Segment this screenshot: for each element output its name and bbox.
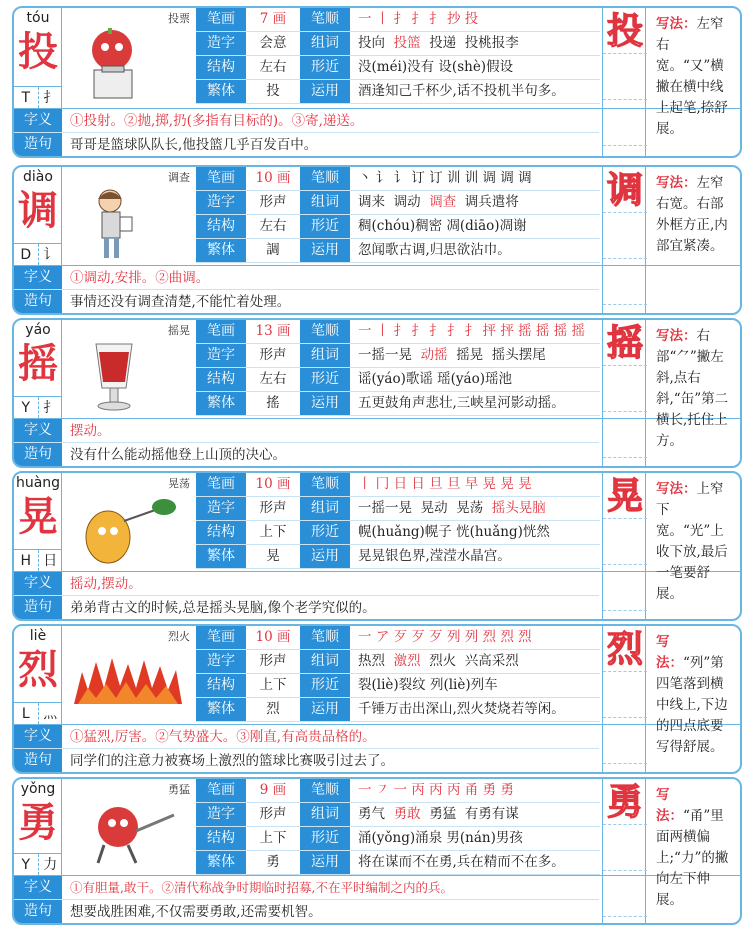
info-grid [196,320,600,418]
usage: 酒逢知己千杯少,话不投机半句多。 [358,83,565,99]
label-formation: 造字 [196,191,246,214]
label-usage: 运用 [300,392,350,415]
label-words: 组词 [300,650,350,673]
words: 投向 投篮 投递 投桃报李 [358,35,519,51]
index-box [14,549,62,571]
tip-label: 写法： [656,634,683,671]
writing-tip [648,626,740,772]
label-order: 笔顺 [300,626,350,649]
pinyin: liè [29,628,47,644]
label-meaning: 字义 [14,266,62,289]
label-sentence: 造句 [14,443,62,466]
info-grid [196,779,600,875]
index-letter: Y [14,854,39,875]
label-structure: 结构 [196,368,246,391]
structure: 左右 [259,218,287,234]
illustration-caption: 投票 [168,12,190,25]
formation: 形声 [259,194,287,210]
stroke-order: 丶 讠 讠 订 订 训 训 调 调 调 [358,170,532,186]
main-character: 烈 [18,646,58,693]
formation: 形声 [259,653,287,669]
writing-tip [648,779,740,923]
label-structure: 结构 [196,215,246,238]
illustration [64,8,196,108]
words: 调来 调动 调查 调兵遣将 [358,194,519,210]
main-character: 调 [18,187,58,234]
formation: 会意 [259,35,287,51]
label-words: 组词 [300,803,350,826]
index-letter: Y [14,397,39,418]
label-structure: 结构 [196,827,246,850]
label-traditional: 繁体 [196,239,246,262]
label-structure: 结构 [196,56,246,79]
info-grid [196,473,600,571]
card-yao [12,318,742,468]
example-sentence: 弟弟背古文的时候,总是摇头晃脑,像个老学究似的。 [70,600,376,616]
label-traditional: 繁体 [196,545,246,568]
label-strokes: 笔画 [196,167,246,190]
index-box [14,853,62,875]
apple-vote-illustration [74,26,154,104]
traditional: 勇 [266,854,280,870]
index-letter: H [14,550,39,571]
label-usage: 运用 [300,545,350,568]
label-usage: 运用 [300,851,350,874]
usage: 千锤万击出深山,烈火焚烧若等闲。 [358,701,565,717]
label-similar: 形近 [300,368,350,391]
formation: 形声 [259,806,287,822]
meaning: ①猛烈,厉害。②气势盛大。③刚直,有高贵品格的。 [70,729,376,745]
stroke-count: 7 画 [259,11,287,27]
illustration [64,320,196,418]
traditional: 調 [266,242,280,258]
words: 一摇一晃 晃动 晃荡 摇头晃脑 [358,500,546,516]
tip-label: 写法： [656,328,697,344]
stroke-count: 10 画 [255,629,291,645]
tracing-char: 烈 [606,628,643,670]
label-meaning: 字义 [14,109,62,132]
similar-chars: 稠(chóu)稠密 凋(diāo)凋谢 [358,218,527,234]
tip-text: “甬”里面两横偏上;“力”的撇向左下伸展。 [656,808,729,908]
label-similar: 形近 [300,215,350,238]
radical: 扌 [43,90,58,106]
tracing-column [602,8,646,156]
radical: 扌 [43,400,58,416]
pinyin: yǒng [20,781,56,797]
stroke-order: 一 丨 扌 扌 扌 抄 投 [358,11,479,27]
stroke-count: 10 画 [255,170,291,186]
label-order: 笔顺 [300,779,350,802]
index-box [14,396,62,418]
radical: 日 [43,553,58,569]
meaning: ①调动,安排。②曲调。 [70,270,210,286]
usage: 晃晃银色界,滢滢水晶宫。 [358,548,511,564]
similar-chars: 幌(huǎng)幌子 恍(huǎng)恍然 [358,524,550,540]
label-meaning: 字义 [14,419,62,442]
char-column [14,779,62,875]
char-column [14,320,62,418]
tracing-char: 勇 [606,781,643,823]
pinyin: huàng [15,475,61,491]
label-sentence: 造句 [14,900,62,923]
stroke-count: 10 画 [255,476,291,492]
tracing-char: 晃 [606,475,643,517]
label-strokes: 笔画 [196,320,246,343]
label-formation: 造字 [196,32,246,55]
usage: 五更鼓角声悲壮,三峡星河影动摇。 [358,395,565,411]
label-sentence: 造句 [14,749,62,772]
tip-label: 写法： [656,16,697,32]
char-column [14,167,62,265]
card-yong [12,777,742,925]
tip-label: 写法： [656,175,697,191]
label-sentence: 造句 [14,290,62,313]
tracing-column [602,473,646,619]
illustration-caption: 烈火 [168,630,190,643]
label-formation: 造字 [196,497,246,520]
label-sentence: 造句 [14,133,62,156]
example-sentence: 同学们的注意力被赛场上激烈的篮球比赛吸引过去了。 [70,753,394,769]
tip-text: 左窄右宽。右部外框方正,内部宜紧凑。 [656,175,728,254]
info-grid [196,8,600,108]
stroke-count: 13 画 [255,323,291,339]
label-order: 笔顺 [300,473,350,496]
main-character: 晃 [18,493,58,540]
label-order: 笔顺 [300,320,350,343]
meaning: 摆动。 [70,423,111,439]
tip-text: 右部“⺈”撇左斜,点右斜,“缶”第二横长,托住上方。 [656,328,729,449]
label-structure: 结构 [196,521,246,544]
tip-label: 写法： [656,787,683,824]
usage: 将在谋而不在勇,兵在精而不在多。 [358,854,565,870]
tip-text: 左窄右宽。“又”横撇在横中线上起笔,捺舒展。 [656,16,728,137]
label-strokes: 笔画 [196,779,246,802]
structure: 左右 [259,59,287,75]
label-order: 笔顺 [300,8,350,31]
label-similar: 形近 [300,521,350,544]
formation: 形声 [259,347,287,363]
info-grid [196,626,600,724]
similar-chars: 裂(liè)裂纹 列(liè)列车 [358,677,498,693]
radical: 灬 [43,706,58,722]
stroke-count: 9 画 [259,782,287,798]
traditional: 搖 [266,395,280,411]
index-letter: L [14,703,39,724]
label-strokes: 笔画 [196,626,246,649]
pinyin: tóu [26,10,50,26]
tracing-column [602,779,646,923]
tip-label: 写法： [656,481,697,497]
stroke-order: 一 ア 歹 歹 歹 列 列 烈 烈 烈 [358,629,532,645]
index-box [14,702,62,724]
traditional: 投 [266,83,280,99]
index-box [14,243,62,265]
structure: 上下 [259,830,287,846]
writing-tip [648,320,740,466]
example-sentence: 没有什么能动摇他登上山顶的决心。 [70,447,286,463]
label-similar: 形近 [300,827,350,850]
label-words: 组词 [300,497,350,520]
label-formation: 造字 [196,803,246,826]
meaning: 摇动,摆动。 [70,576,142,592]
structure: 上下 [259,677,287,693]
usage: 忽闻歌古调,归思欲沾巾。 [358,242,511,258]
label-similar: 形近 [300,674,350,697]
illustration-caption: 摇晃 [168,324,190,337]
label-similar: 形近 [300,56,350,79]
label-meaning: 字义 [14,572,62,595]
fire-illustration [74,644,186,722]
label-strokes: 笔画 [196,473,246,496]
label-sentence: 造句 [14,596,62,619]
girl-investigate-illustration [74,185,154,263]
writing-tip [648,473,740,619]
label-words: 组词 [300,191,350,214]
example-sentence: 想要战胜困难,不仅需要勇敢,还需要机智。 [70,904,322,920]
pinyin: diào [23,169,53,185]
char-column [14,626,62,724]
card-tou [12,6,742,158]
main-character: 投 [18,28,58,75]
structure: 上下 [259,524,287,540]
label-traditional: 繁体 [196,851,246,874]
label-structure: 结构 [196,674,246,697]
tracing-char: 调 [606,169,643,211]
traditional: 晃 [266,548,280,564]
char-column [14,473,62,571]
tracing-column [602,626,646,772]
label-traditional: 繁体 [196,80,246,103]
tracing-char: 投 [606,10,643,52]
similar-chars: 谣(yáo)歌谣 瑶(yáo)瑶池 [358,371,512,387]
label-words: 组词 [300,344,350,367]
label-usage: 运用 [300,80,350,103]
card-huang [12,471,742,621]
writing-tip [648,8,740,156]
meaning: ①投射。②抛,掷,扔(多指有目标的)。③寄,递送。 [70,113,364,129]
radical: 讠 [43,247,58,263]
tip-text: “列”第四笔落到横中线上,下边的四点底要写得舒展。 [656,655,728,755]
label-strokes: 笔画 [196,8,246,31]
words: 热烈 激烈 烈火 兴高采烈 [358,653,519,669]
similar-chars: 没(méi)没有 设(shè)假设 [358,59,514,75]
tracing-column [602,320,646,466]
illustration-caption: 晃荡 [168,477,190,490]
label-meaning: 字义 [14,876,62,899]
illustration [64,473,196,571]
label-traditional: 繁体 [196,698,246,721]
card-diao [12,165,742,315]
brave-apple-illustration [74,797,184,875]
index-letter: T [14,87,39,108]
swinging-fruit-illustration [74,491,184,569]
illustration [64,626,196,724]
tracing-column [602,167,646,313]
illustration-caption: 调查 [168,171,190,184]
formation: 形声 [259,500,287,516]
label-formation: 造字 [196,344,246,367]
illustration [64,779,196,875]
main-character: 摇 [18,340,58,387]
meaning: ①有胆量,敢干。②清代称战争时期临时招募,不在平时编制之内的兵。 [70,880,453,895]
main-character: 勇 [18,799,58,846]
label-usage: 运用 [300,698,350,721]
info-grid [196,167,600,265]
tracing-char: 摇 [606,322,643,364]
label-traditional: 繁体 [196,392,246,415]
pinyin: yáo [25,322,51,338]
words: 一摇一晃 动摇 摇晃 摇头摆尾 [358,347,546,363]
shaking-glass-illustration [74,338,154,416]
card-lie [12,624,742,774]
label-usage: 运用 [300,239,350,262]
label-words: 组词 [300,32,350,55]
structure: 左右 [259,371,287,387]
index-box [14,86,62,108]
char-column [14,8,62,108]
illustration-caption: 勇猛 [168,783,190,796]
traditional: 烈 [266,701,280,717]
illustration [64,167,196,265]
label-order: 笔顺 [300,167,350,190]
tip-text: 上窄下宽。“光”上收下放,最后一笔要舒展。 [656,481,728,602]
index-letter: D [14,244,39,265]
stroke-order: 丨 冂 日 日 旦 旦 早 晃 晃 晃 [358,476,532,492]
radical: 力 [43,857,58,873]
example-sentence: 事情还没有调查清楚,不能忙着处理。 [70,294,291,310]
stroke-order: 一 ㇇ 一 丙 丙 丙 甬 勇 勇 [358,782,514,798]
writing-tip [648,167,740,313]
label-formation: 造字 [196,650,246,673]
words: 勇气 勇敢 勇猛 有勇有谋 [358,806,519,822]
example-sentence: 哥哥是篮球队队长,他投篮几乎百发百中。 [70,137,318,153]
label-meaning: 字义 [14,725,62,748]
stroke-order: 一 丨 扌 扌 扌 扌 扌 抨 抨 摇 摇 摇 摇 [358,323,585,339]
similar-chars: 涌(yǒng)涌泉 男(nán)男孩 [358,830,523,846]
